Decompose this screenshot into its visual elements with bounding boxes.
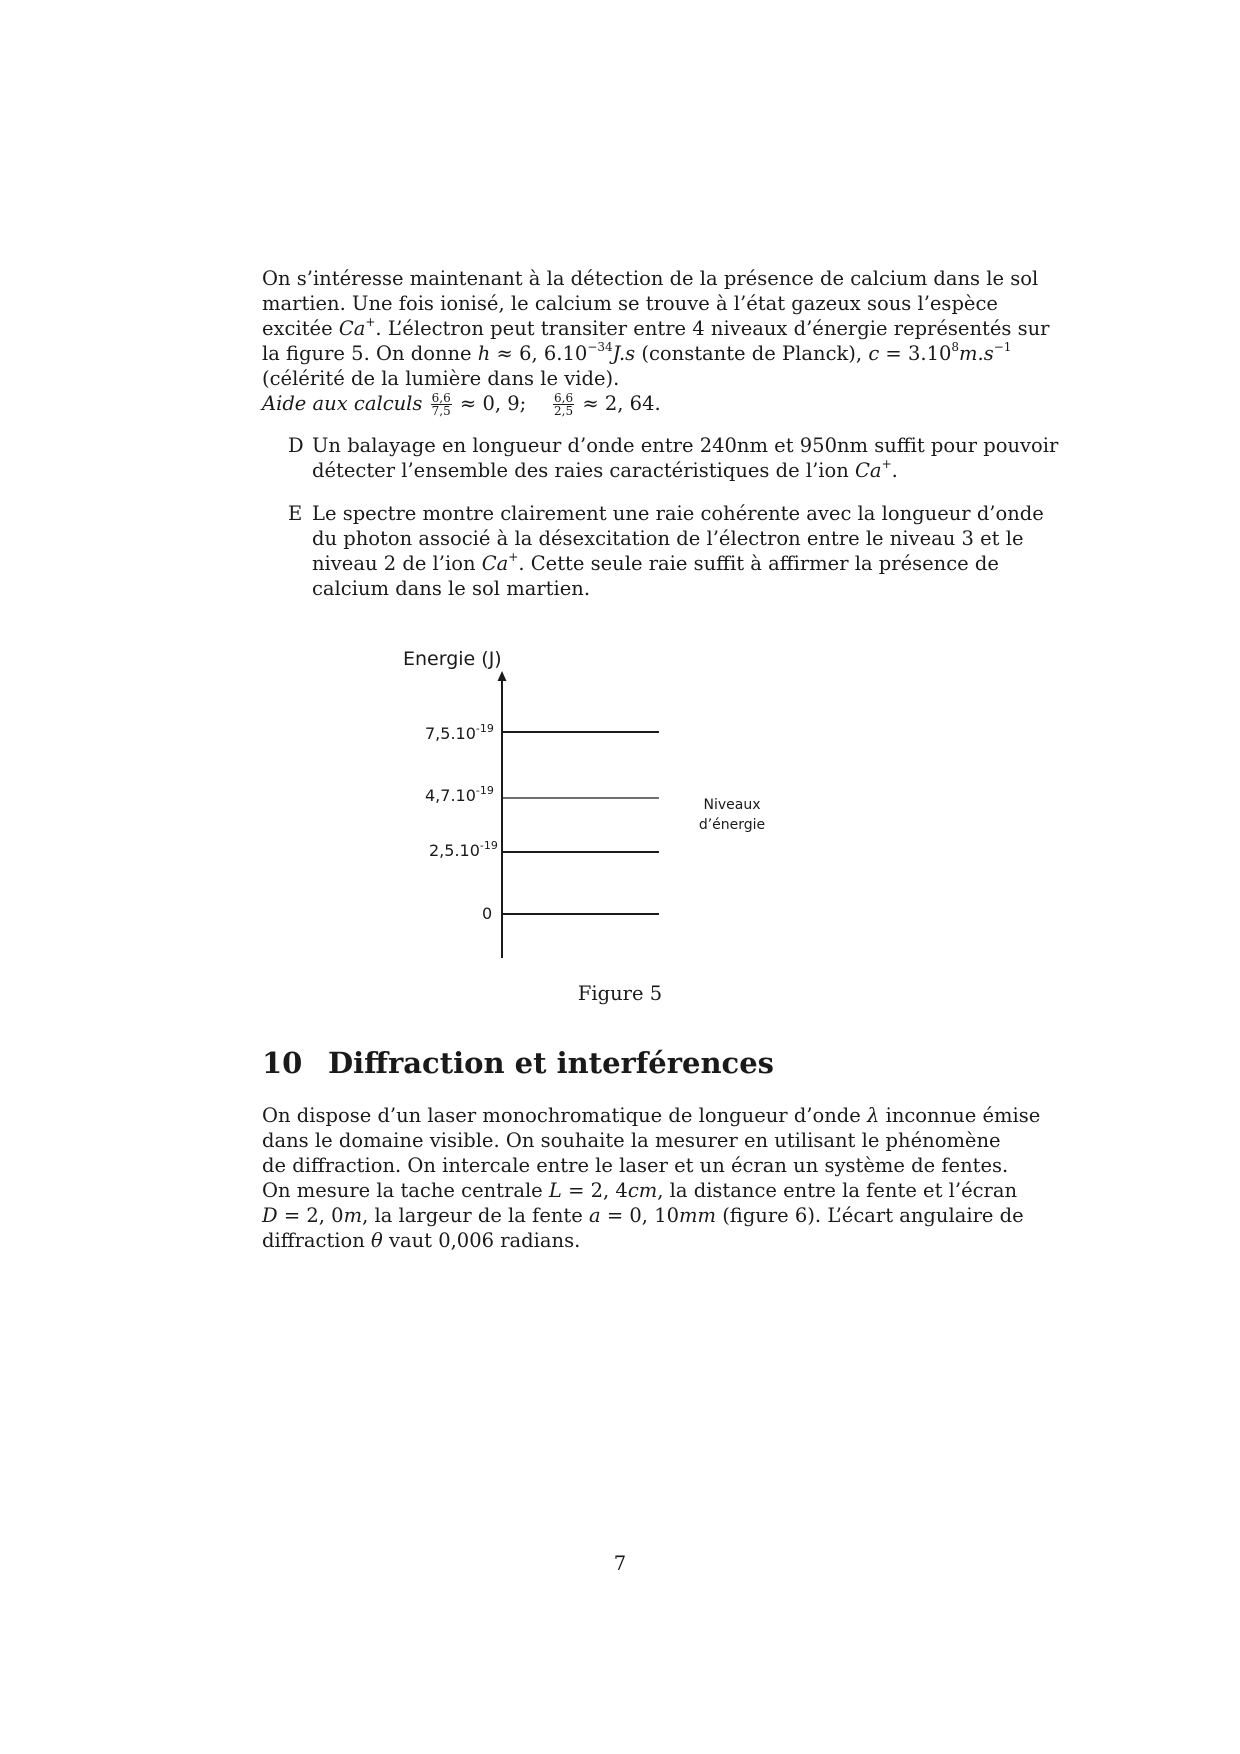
statement-marker: D <box>288 434 304 457</box>
intro-line <box>262 314 1050 341</box>
fraction-1-result: ≈ 0, 9; <box>453 392 527 415</box>
intro-line: martien. Une fois ionisé, le calcium se trouve à l’état gazeux sous l’espèce <box>262 292 998 315</box>
axis-arrow-icon <box>498 671 507 681</box>
energy-diagram-svg <box>380 640 800 970</box>
calc-help-line <box>262 391 982 417</box>
planck-unit: J.s <box>612 342 636 365</box>
length-symbol: L <box>548 1179 562 1202</box>
statement-d <box>288 433 1059 483</box>
statement-e <box>288 501 1044 601</box>
light-speed-value: = 3.10 <box>879 342 952 365</box>
ion-symbol: Ca+ <box>481 549 519 575</box>
statement-line: du photon associé à la désexcitation de l’électron entre le niveau 3 et le <box>312 527 1024 550</box>
fraction-2: $\frac{6,6}{2,5}$ <box>554 391 574 418</box>
section-title: Diffraction et interférences <box>328 1046 774 1080</box>
section-line: de diffraction. On intercale entre le laser et un écran un système de fentes. <box>262 1154 1009 1177</box>
light-speed-symbol: c <box>868 342 880 365</box>
statement-marker: E <box>288 502 303 525</box>
energy-level-label: $2,5.10^{-19}$ <box>429 839 498 860</box>
intro-line: On s’intéresse maintenant à la détection de la présence de calcium dans le sol <box>262 267 1039 290</box>
light-speed-unit: m.s <box>959 342 994 365</box>
page-number: 7 <box>613 1552 627 1575</box>
intro-line: (célérité de la lumière dans le vide). <box>262 367 620 390</box>
intro-paragraph <box>262 266 1050 418</box>
section-line: diffraction θ vaut 0,006 radians. <box>262 1229 581 1252</box>
text-run: . L’électron peut transiter entre 4 niveaux d’énergie représentés sur <box>375 317 1050 340</box>
calc-help-label: Aide aux calculs <box>262 392 423 415</box>
distance-symbol: D <box>262 1204 278 1227</box>
section-paragraph <box>262 1103 1041 1253</box>
slit-width-symbol: a <box>589 1204 601 1227</box>
statement-line: Un balayage en longueur d’onde entre 240nm et 950nm suffit pour pouvoir <box>312 434 1059 457</box>
text-run: excitée <box>262 317 339 340</box>
axis-title: Energie (J) <box>403 648 502 670</box>
ion-symbol: Ca+ <box>338 314 376 340</box>
energy-level-label: 0 <box>482 904 493 923</box>
energy-level-diagram <box>380 640 800 970</box>
statement-line: Le spectre montre clairement une raie cohérente avec la longueur d’onde <box>312 502 1044 525</box>
legend-line: d’énergie <box>698 817 766 833</box>
fraction-2-result: ≈ 2, 64. <box>576 392 661 415</box>
light-speed-exponent: 8 <box>951 339 960 354</box>
section-line: On mesure la tache centrale L = 2, 4cm, la distance entre la fente et l’écran <box>262 1179 1018 1202</box>
planck-value: ≈ 6, 6.10 <box>490 342 588 365</box>
text-run: (constante de Planck), <box>635 342 869 365</box>
light-speed-unit-exponent: −1 <box>993 339 1012 354</box>
text-run: la figure 5. On donne <box>262 342 478 365</box>
planck-exponent: −34 <box>587 339 613 354</box>
theta-symbol: θ <box>371 1229 383 1252</box>
statement-line: niveau 2 de l’ion Ca+. Cette seule raie suffit à affirmer la présence de <box>312 549 999 575</box>
fraction-1: $\frac{6,6}{7,5}$ <box>431 391 451 418</box>
legend-line: Niveaux <box>703 797 761 813</box>
energy-level-label: $4,7.10^{-19}$ <box>425 784 494 805</box>
lambda-symbol: λ <box>867 1104 880 1127</box>
statement-line: détecter l’ensemble des raies caractéristiques de l’ion Ca+. <box>312 456 898 482</box>
statement-line: calcium dans le sol martien. <box>312 577 591 600</box>
section-number: 10 <box>262 1046 303 1080</box>
ion-symbol: Ca+ <box>855 456 892 482</box>
section-heading <box>262 1046 774 1080</box>
section-line: D = 2, 0m, la largeur de la fente a = 0, 10mm (figure 6). L’écart angulaire de <box>262 1204 1024 1227</box>
planck-symbol: h <box>477 342 491 365</box>
intro-line <box>262 339 1012 366</box>
figure-caption: Figure 5 <box>577 982 663 1005</box>
section-line: dans le domaine visible. On souhaite la mesurer en utilisant le phénomène <box>262 1129 1001 1152</box>
energy-level-label: $7,5.10^{-19}$ <box>425 722 494 743</box>
section-line: On dispose d’un laser monochromatique de longueur d’onde λ inconnue émise <box>262 1104 1041 1127</box>
